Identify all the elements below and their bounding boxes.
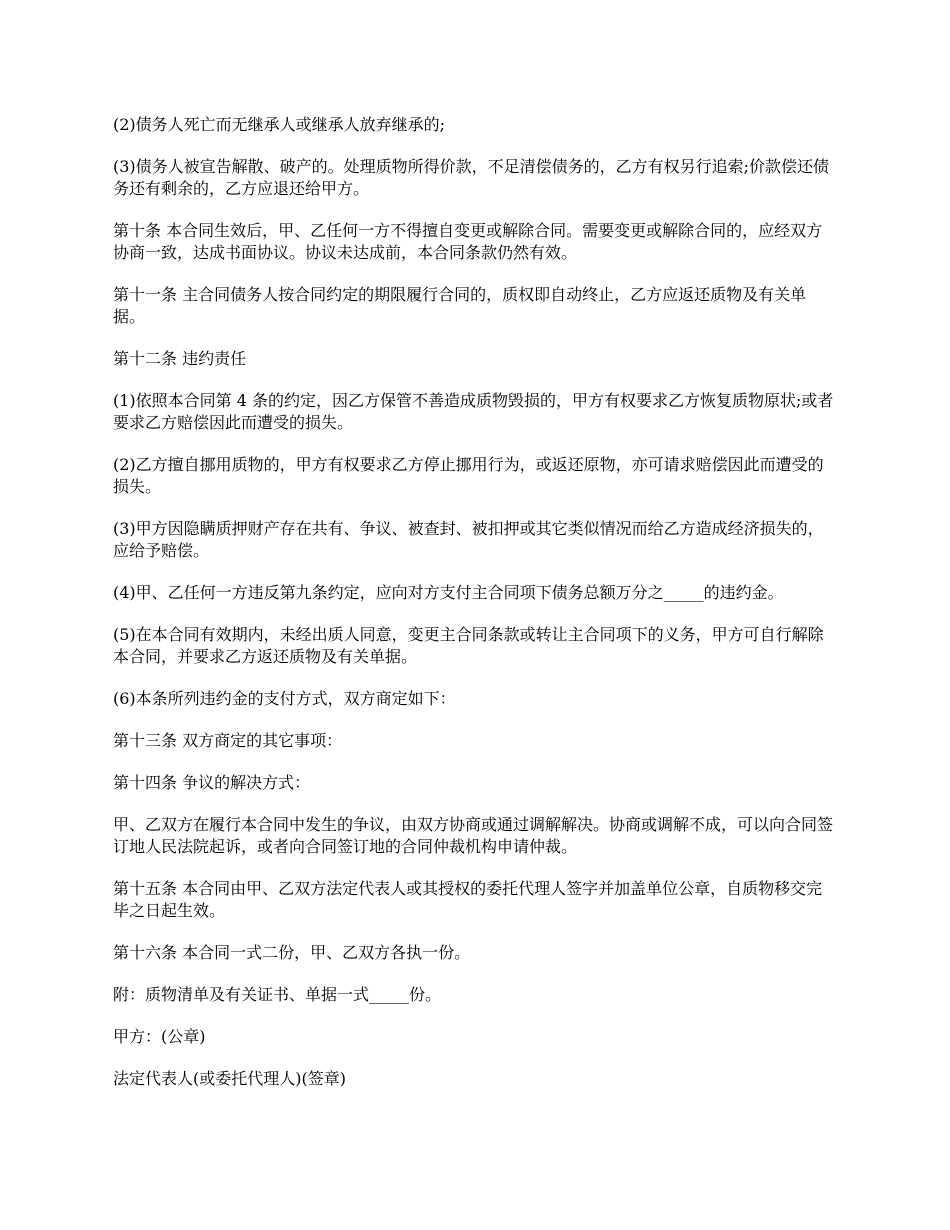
paragraph-article-14-heading: 第十四条 争议的解决方式： — [113, 773, 311, 792]
paragraph-article-12-6: (6)本条所列违约金的支付方式，双方商定如下： — [113, 689, 456, 708]
paragraph-article-15: 第十五条 本合同由甲、乙双方法定代表人或其授权的委托代理人签字并加盖单位公章，自质物移交完毕之日起生效。 — [113, 879, 823, 920]
paragraph-clause-9-3: (3)债务人被宣告解散、破产的。处理质物所得价款，不足清偿债务的，乙方有权另行追索;价款偿还债务还有剩余的，乙方应退还给甲方。 — [113, 157, 830, 198]
paragraph-article-13: 第十三条 双方商定的其它事项： — [113, 731, 343, 750]
paragraph-article-12-1: (1)依照本合同第 4 条的约定，因乙方保管不善造成质物毁损的，甲方有权要求乙方恢复质物原状;或者要求乙方赔偿因此而遭受的损失。 — [113, 391, 834, 432]
paragraph-article-16: 第十六条 本合同一式二份，甲、乙双方各执一份。 — [113, 943, 471, 962]
paragraph-article-12-3: (3)甲方因隐瞒质押财产存在共有、争议、被查封、被扣押或其它类似情况而给乙方造成经济损失的，应给予赔偿。 — [113, 519, 824, 560]
paragraph-article-12-2: (2)乙方擅自挪用质物的，甲方有权要求乙方停止挪用行为，或返还原物，亦可请求赔偿因此而遭受的损失。 — [113, 455, 824, 496]
paragraph-article-14-body: 甲、乙双方在履行本合同中发生的争议，由双方协商或通过调解解决。协商或调解不成，可以向合同签订地人民法院起诉，或者向合同签订地的合同仲裁机构申请仲裁。 — [113, 815, 834, 856]
party-a-seal-line: 甲方：(公章) — [113, 1027, 206, 1046]
paragraph-article-10: 第十条 本合同生效后，甲、乙任何一方不得擅自变更或解除合同。需要变更或解除合同的，应经双方协商一致，达成书面协议。协议未达成前，本合同条款仍然有效。 — [113, 221, 823, 262]
paragraph-article-11: 第十一条 主合同债务人按合同约定的期限履行合同的，质权即自动终止，乙方应返还质物及有关单据。 — [113, 285, 807, 326]
paragraph-article-12-5: (5)在本合同有效期内，未经出质人同意，变更主合同条款或转让主合同项下的义务，甲方可自行解除本合同，并要求乙方返还质物及有关单据。 — [113, 625, 824, 666]
paragraph-article-12-4: (4)甲、乙任何一方违反第九条约定，应向对方支付主合同项下债务总额万分之_____的违约金。 — [113, 583, 784, 602]
paragraph-attachment: 附：质物清单及有关证书、单据一式_____份。 — [113, 985, 442, 1004]
paragraph-clause-9-2: (2)债务人死亡而无继承人或继承人放弃继承的; — [113, 115, 446, 134]
paragraph-article-12-heading: 第十二条 违约责任 — [113, 349, 247, 368]
document-body — [113, 114, 835, 1110]
legal-representative-line: 法定代表人(或委托代理人)(签章) — [113, 1069, 346, 1088]
